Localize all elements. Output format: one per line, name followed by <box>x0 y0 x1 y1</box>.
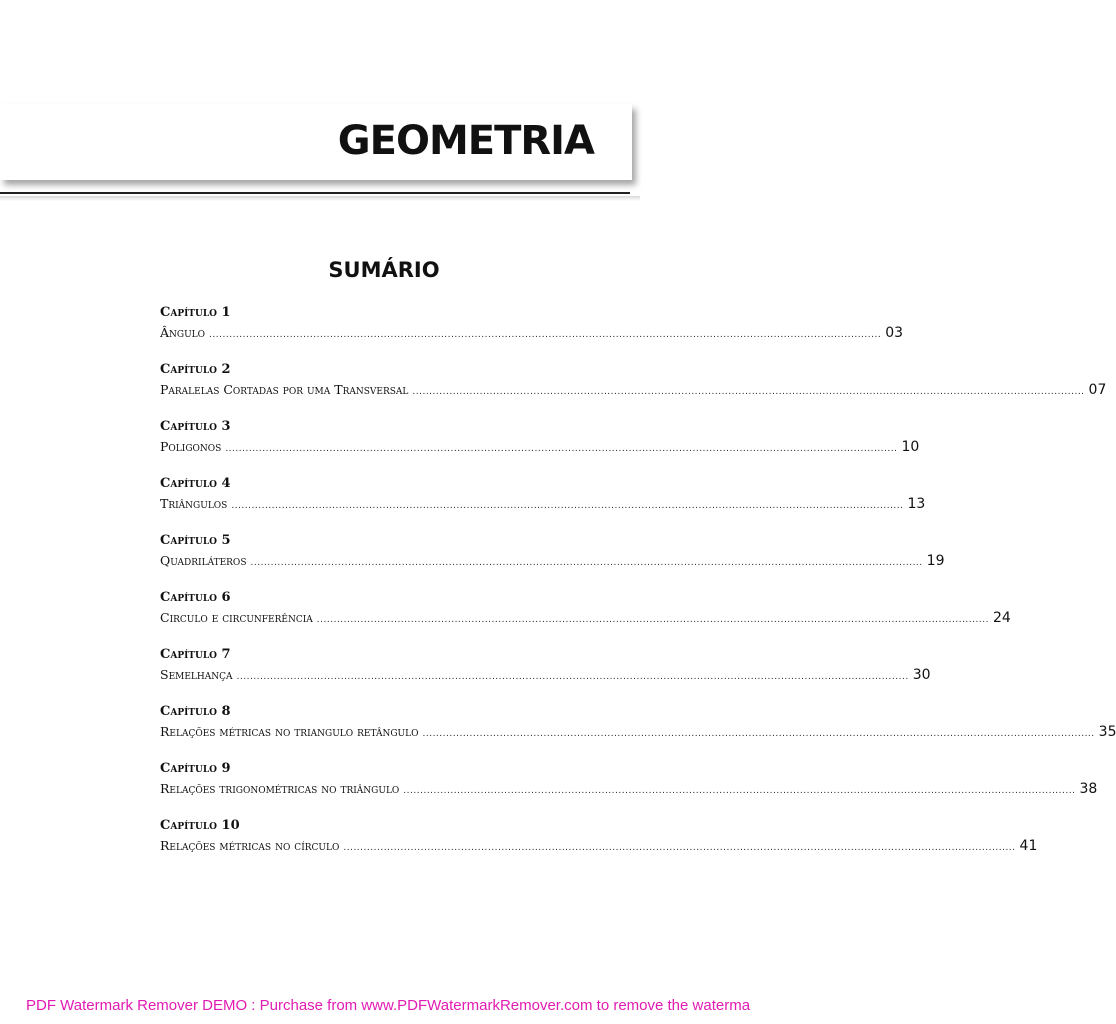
watermark-text: PDF Watermark Remover DEMO : Purchase from www.PDFWatermarkRemover.com to remove the waterma <box>26 997 751 1014</box>
chapter-label: Capítulo 4 <box>160 476 231 491</box>
toc-entry <box>160 704 1116 761</box>
dot-leader: ........................................................................................................................................................................................................ <box>403 786 1076 796</box>
chapter-label: Capítulo 8 <box>160 704 231 719</box>
toc-entry-line[interactable] <box>160 322 904 346</box>
toc-entry <box>160 362 1107 419</box>
chapter-label: Capítulo 7 <box>160 647 231 662</box>
page-title: SUMÁRIO <box>328 258 440 282</box>
toc-entry <box>160 761 1098 818</box>
chapter-label: Capítulo 6 <box>160 590 231 605</box>
toc-entry-page: 19 <box>926 553 945 569</box>
toc-entry-line[interactable] <box>160 607 1011 631</box>
header-banner <box>0 104 632 180</box>
chapter-label: Capítulo 5 <box>160 533 231 548</box>
toc-entry-line[interactable] <box>160 493 926 517</box>
dot-leader: ........................................................................................................................................................................................................ <box>250 558 923 568</box>
dot-leader: ........................................................................................................................................................................................................ <box>231 501 904 511</box>
chapter-label: Capítulo 9 <box>160 761 231 776</box>
toc-entry-page: 30 <box>912 667 931 683</box>
toc-entry-title: Relações trigonométricas no triângulo <box>160 781 400 796</box>
toc-entry-line[interactable] <box>160 379 1107 403</box>
toc-entry-page: 41 <box>1019 838 1038 854</box>
toc-entry-page: 24 <box>992 610 1011 626</box>
toc-entry-title: Relações métricas no círculo <box>160 838 340 853</box>
chapter-label: Capítulo 2 <box>160 362 231 377</box>
toc-entry-title: Triângulos <box>160 496 228 511</box>
toc-entry-title: Circulo e circunferência <box>160 610 313 625</box>
dot-leader: ........................................................................................................................................................................................................ <box>225 444 898 454</box>
dot-leader: ........................................................................................................................................................................................................ <box>209 330 882 340</box>
toc-entry-page: 38 <box>1079 781 1098 797</box>
toc-entry-title: Ângulo <box>160 325 206 340</box>
dot-leader: ........................................................................................................................................................................................................ <box>412 387 1085 397</box>
header-title: GEOMETRIA <box>337 118 594 164</box>
toc-entry <box>160 419 920 476</box>
toc-entry-line[interactable] <box>160 778 1098 802</box>
toc-entry-title: Quadriláteros <box>160 553 247 568</box>
toc-entry-page: 07 <box>1088 382 1107 398</box>
chapter-label: Capítulo 1 <box>160 305 231 320</box>
dot-leader: ........................................................................................................................................................................................................ <box>422 729 1095 739</box>
toc-entry-title: Paralelas Cortadas por uma Transversal <box>160 382 409 397</box>
chapter-label: Capítulo 10 <box>160 818 240 833</box>
toc-entry-line[interactable] <box>160 835 1038 859</box>
dot-leader: ........................................................................................................................................................................................................ <box>343 843 1016 853</box>
toc-entry-title: Poligonos <box>160 439 222 454</box>
chapter-label: Capítulo 3 <box>160 419 231 434</box>
toc-entry <box>160 590 1011 647</box>
toc-entry-title: Semelhança <box>160 667 233 682</box>
header-rule <box>0 192 630 194</box>
toc-entry-page: 13 <box>907 496 926 512</box>
header-rule-shadow <box>0 196 640 201</box>
toc-entry-page: 03 <box>885 325 904 341</box>
toc-entry <box>160 533 945 590</box>
dot-leader: ........................................................................................................................................................................................................ <box>236 672 909 682</box>
toc-entry <box>160 818 1038 875</box>
dot-leader: ........................................................................................................................................................................................................ <box>316 615 989 625</box>
toc-entry-line[interactable] <box>160 664 931 688</box>
toc-entry-page: 35 <box>1098 724 1116 740</box>
toc-entry <box>160 305 904 362</box>
toc-entry <box>160 647 931 704</box>
toc-entry-line[interactable] <box>160 550 945 574</box>
table-of-contents <box>160 305 1116 875</box>
toc-entry-title: Relações métricas no triangulo retângulo <box>160 724 419 739</box>
toc-entry <box>160 476 926 533</box>
toc-entry-page: 10 <box>901 439 920 455</box>
toc-entry-line[interactable] <box>160 436 920 460</box>
toc-entry-line[interactable] <box>160 721 1116 745</box>
